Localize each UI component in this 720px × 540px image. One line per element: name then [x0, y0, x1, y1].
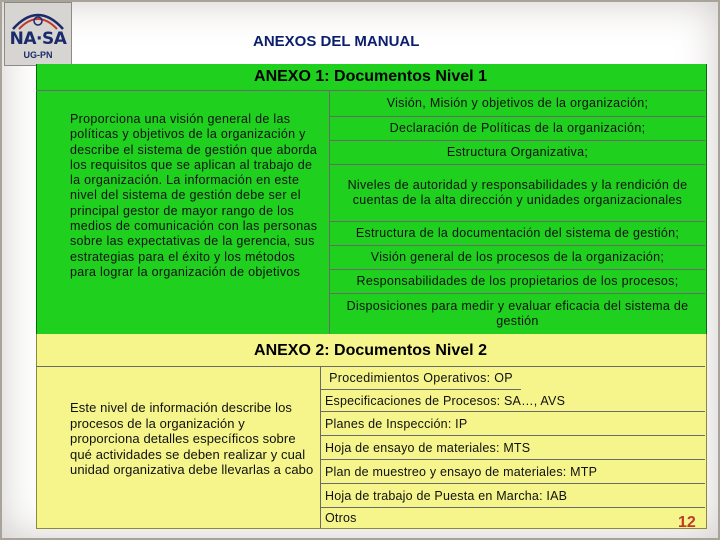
anexo1-item: Visión, Misión y objetivos de la organización;: [330, 91, 705, 117]
anexo2-header: ANEXO 2: Documentos Nivel 2: [254, 342, 487, 359]
page-number: 12: [678, 514, 696, 531]
anexo2-item: Procedimientos Operativos: OP: [321, 367, 521, 390]
anexo1-header: ANEXO 1: Documentos Nivel 1: [254, 68, 487, 85]
logo: [4, 2, 72, 66]
anexo1-item: Niveles de autoridad y responsabilidades y la rendición de cuentas de la alta dirección y unidades organizacionales: [330, 165, 705, 222]
anexo2-item: Especificaciones de Procesos: SA…, AVS: [321, 390, 705, 412]
logo-emblem-icon: [11, 7, 65, 31]
anexo2-item: Hoja de trabajo de Puesta en Marcha: IAB: [321, 484, 705, 508]
anexo1-item: Declaración de Políticas de la organización;: [330, 117, 705, 141]
anexo2-item: Otros: [325, 511, 357, 525]
anexo1-item: Disposiciones para medir y evaluar eficacia del sistema de gestión: [346, 299, 689, 328]
anexo1-description: Proporciona una visión general de las políticas y objetivos de la organización y describe el sistema de gestión que aborda los requisitos que se aplican al trabajo de la organización. La información en este nivel del sistema de gestión debe ser el principal gestor de mayor rango de los medios de comunicación con las personas sobre las expectativas de la gerencia, sus estrategias para el éxito y los métodos para lograr la organización de objetivos: [70, 112, 318, 279]
page-title: ANEXOS DEL MANUAL: [253, 33, 420, 50]
anexo1-item: Visión general de los procesos de la organización;: [330, 246, 705, 270]
anexo1-item: Estructura de la documentación del sistema de gestión;: [330, 222, 705, 246]
anexo1-item: Estructura Organizativa;: [330, 141, 705, 165]
anexo2-description: Este nivel de información describe los procesos de la organización y proporciona detalles específicos sobre qué actividades se deben realizar y cual unidad organizativa debe llevarlas a cabo: [70, 400, 314, 477]
logo-subtext: UG-PN: [23, 50, 53, 60]
anexo1-item: Responsabilidades de los propietarios de los procesos;: [330, 270, 705, 294]
anexo2-item: Planes de Inspección: IP: [321, 412, 705, 436]
anexo2-item: Hoja de ensayo de materiales: MTS: [321, 436, 705, 460]
anexo2-item: Plan de muestreo y ensayo de materiales: MTP: [321, 460, 705, 484]
logo-text: NA·SA: [9, 29, 67, 49]
